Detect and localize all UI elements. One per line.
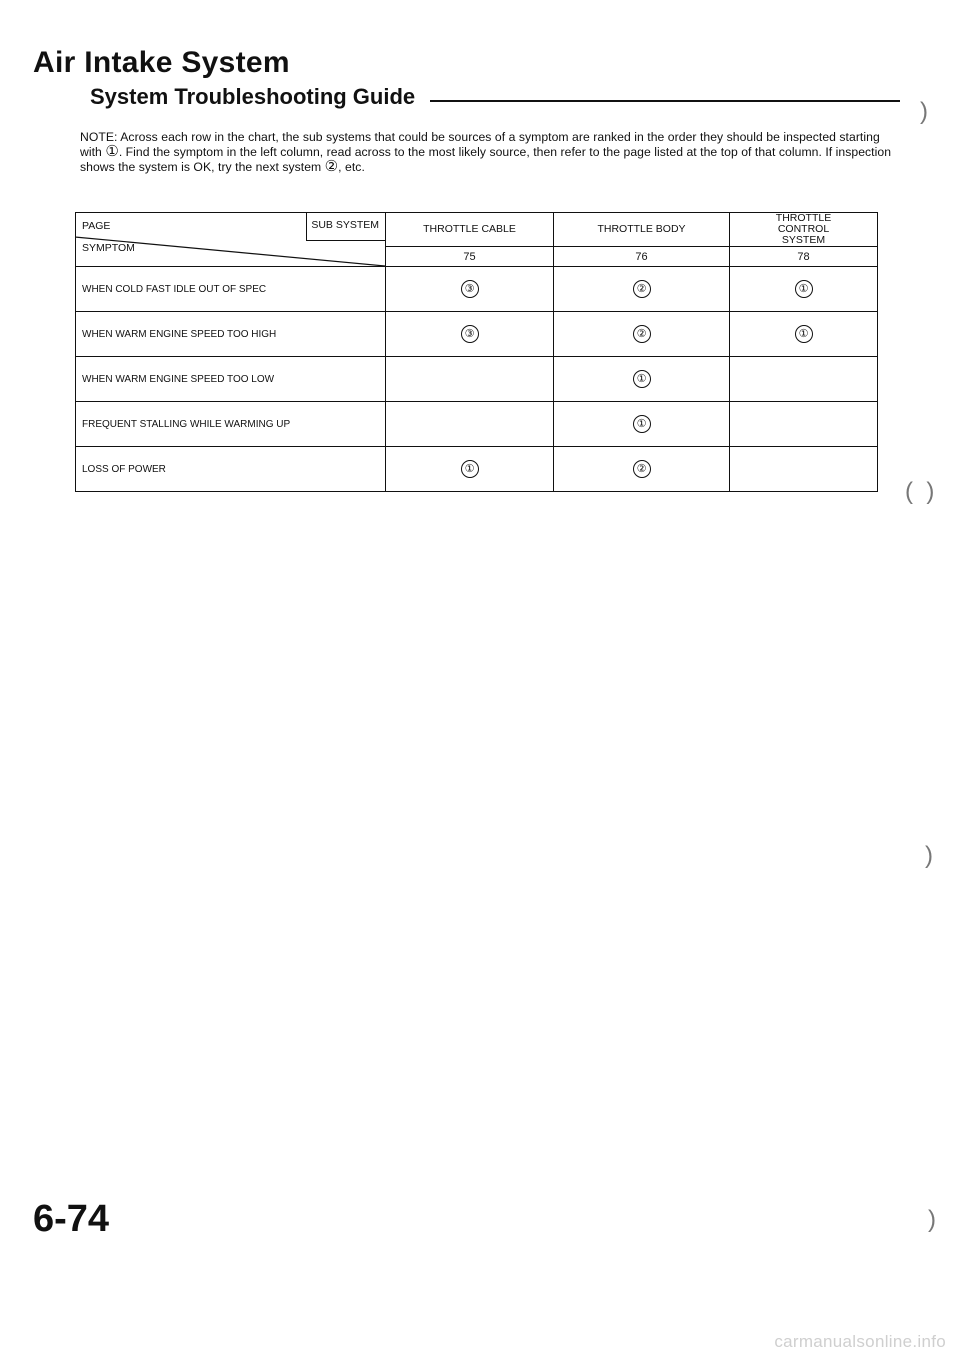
symptom-label: SYMPTOM xyxy=(82,242,135,254)
section-title: System Troubleshooting Guide xyxy=(90,84,425,110)
rank-badge: ③ xyxy=(461,325,479,343)
scan-artifact: ) xyxy=(920,98,928,125)
note-text xyxy=(80,130,900,175)
table-row xyxy=(76,357,878,402)
rank-cell xyxy=(554,267,730,312)
note-part-2: . Find the symptom in the left column, read across to the most likely source, then refer to the page listed at the top of that column. If inspection shows the system is OK, try the next system xyxy=(80,145,892,174)
rank-badge: ② xyxy=(633,280,651,298)
rank-cell xyxy=(386,402,554,447)
rank-cell xyxy=(554,312,730,357)
system-page-throttle-body: 76 xyxy=(554,247,730,267)
rank-cell xyxy=(386,447,554,492)
symptom-cell: FREQUENT STALLING WHILE WARMING UP xyxy=(76,402,386,447)
rank-badge: ② xyxy=(633,460,651,478)
rank-cell xyxy=(730,267,878,312)
system-page-throttle-control-system: 78 xyxy=(730,247,878,267)
note-part-3: , etc. xyxy=(338,160,365,174)
section-header xyxy=(90,84,910,118)
rank-badge: ① xyxy=(461,460,479,478)
scan-artifact: ) xyxy=(925,842,933,869)
rank-badge: ① xyxy=(633,370,651,388)
page-number: 6-74 xyxy=(33,1198,110,1240)
sub-system-label: SUB SYSTEM xyxy=(306,213,385,241)
corner-header-cell xyxy=(76,213,386,267)
rank-cell xyxy=(730,312,878,357)
watermark: carmanualsonline.info xyxy=(774,1332,946,1351)
rank-badge: ③ xyxy=(461,280,479,298)
system-name-line-2: CONTROL xyxy=(777,223,830,235)
rank-first-symbol: ① xyxy=(105,143,119,160)
system-name-line-1: THROTTLE xyxy=(775,212,832,224)
scan-artifact: ( ) xyxy=(905,478,935,505)
rank-next-symbol: ② xyxy=(324,158,339,175)
rank-cell xyxy=(554,447,730,492)
symptom-cell: LOSS OF POWER xyxy=(76,447,386,492)
rank-cell xyxy=(386,267,554,312)
rank-badge: ① xyxy=(795,325,813,343)
troubleshooting-table xyxy=(75,212,878,492)
rank-cell xyxy=(730,357,878,402)
table-row xyxy=(76,402,878,447)
system-name-line-3: SYSTEM xyxy=(781,234,826,246)
table-row xyxy=(76,447,878,492)
rank-cell xyxy=(730,447,878,492)
note-part-1: NOTE: Across each row in the chart, the sub systems that could be sources of a symptom are ranked in the order they should be inspected starting with xyxy=(80,130,880,159)
system-header-throttle-cable xyxy=(386,213,554,247)
rank-cell xyxy=(554,357,730,402)
page-title: Air Intake System xyxy=(33,46,290,79)
system-header-throttle-control-system xyxy=(730,213,878,247)
rank-cell xyxy=(386,312,554,357)
rank-cell xyxy=(386,357,554,402)
symptom-cell: WHEN WARM ENGINE SPEED TOO HIGH xyxy=(76,312,386,357)
rank-cell xyxy=(554,402,730,447)
symptom-cell: WHEN WARM ENGINE SPEED TOO LOW xyxy=(76,357,386,402)
system-header-throttle-body xyxy=(554,213,730,247)
rank-cell xyxy=(730,402,878,447)
table-row xyxy=(76,267,878,312)
page-label: PAGE xyxy=(82,220,111,232)
symptom-cell: WHEN COLD FAST IDLE OUT OF SPEC xyxy=(76,267,386,312)
system-name: THROTTLE CABLE xyxy=(423,223,516,235)
rank-badge: ② xyxy=(633,325,651,343)
system-name: THROTTLE BODY xyxy=(597,223,686,235)
rank-badge: ① xyxy=(633,415,651,433)
table-row xyxy=(76,312,878,357)
system-page-throttle-cable: 75 xyxy=(386,247,554,267)
rank-badge: ① xyxy=(795,280,813,298)
section-rule xyxy=(430,100,900,102)
scan-artifact: ) xyxy=(928,1206,936,1233)
